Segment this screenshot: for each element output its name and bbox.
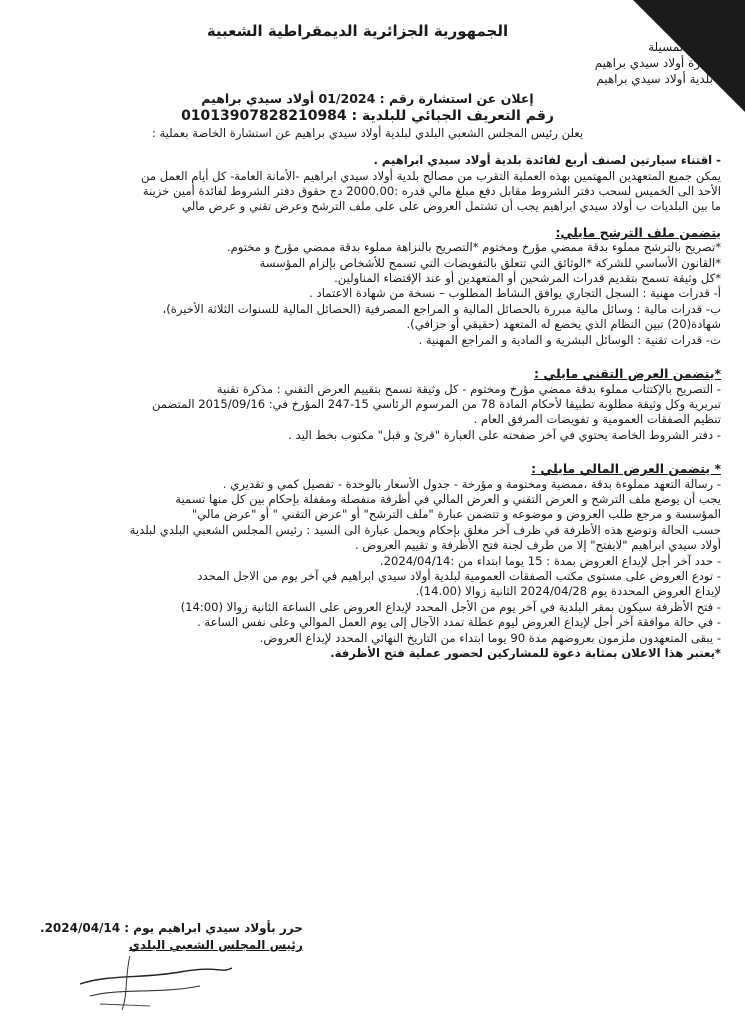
financial-heading: * يتضمن العرض المالي مايلي : <box>531 461 721 477</box>
announcement-number: إعلان عن استشارة رقم : 01/2024 أولاد سيدي براهيم <box>201 91 534 107</box>
candidature-line: *القانون الأساسي للشركة *الوثائق التي تتعلق بالتفويضات التي تسمح للأشخاص بإلزام المؤسسة <box>259 255 721 270</box>
technical-line: - دفتر الشروط الخاصة يحتوي في آخر صفحته على العبارة "قرئ و قبل" مكتوب بخط اليد . <box>288 427 721 442</box>
candidature-line: ب- قدرات مالية : وسائل مالية مبررة بالحصائل المالية و المراجع المصرفية (الحصائل المالية للسنوات الثلاثة الأخيرة)، <box>162 301 721 316</box>
financial-line: - تودع العروض على مستوى مكتب الصفقات العمومية لبلدية أولاد سيدي ابراهيم في آخر يوم من الاجل المحدد <box>197 568 721 583</box>
announcement-intro: يعلن رئيس المجلس الشعبي البلدي لبلدية أولاد سيدي براهيم عن استشارة الخاصة بعملية : <box>151 125 584 140</box>
project-title: - اقتناء سيارتين لصنف أربع لفائدة بلدية أولاد سيدي ابراهيم . <box>373 153 721 168</box>
tax-id: رقم التعريف الجبائي للبلدية : 01013907828210984 <box>181 107 554 124</box>
place-date: حرر بأولاد سيدي ابراهيم يوم : 2024/04/14. <box>40 921 303 935</box>
technical-line: - التصريح بالإكتتاب مملوء بدقة ممضي مؤرخ ومختوم - كل وثيقة تسمح بتقييم العرض التقني : مذكرة تقنية <box>216 381 721 396</box>
invite-line-3: ما بين البلديات ب أولاد سيدي ابراهيم يجب أن تشتمل العروض على على ملف الترشح وعرض تقني و عرض مالي <box>182 199 721 214</box>
financial-line: أولاد سيدي ابراهيم "لايفتح" إلا من طرف لجنة فتح الأظرفة و تقييم العروض . <box>354 538 721 553</box>
invite-line-1: يمكن جميع المتعهدين المهتمين بهذه العملية التقرب من مصالح بلدية أولاد سيدي ابراهيم -الأمانة العامة- كل أيام العمل من <box>141 168 721 183</box>
financial-line: - حدد آخر أجل لإيداع العروض بمدة : 15 يوما ابتداء من :2024/04/14. <box>379 553 721 568</box>
technical-heading: *يتضمن العرض التقني مايلي : <box>533 366 721 382</box>
candidature-line: *تصريح بالترشح مملوء بدقة ممضي مؤرخ ومختوم *التصريح بالنزاهة مملوء بدقة ممضي مؤرخ و مختوم. <box>226 240 721 255</box>
candidature-line: أ- قدرات مهنية : السجل التجاري يوافق النشاط المطلوب – نسخة من شهادة الاعتماد . <box>309 286 721 301</box>
candidature-line: *كل وثيقة تسمح بتقديم قدرات المرشحين أو المتعهدين أو عند الإقتضاء المناولين. <box>334 271 721 286</box>
candidature-line: ت- قدرات تقنية : الوسائل البشرية و المادية و المراجع المهنية . <box>418 332 721 347</box>
financial-line: يجب أن يوضع ملف الترشح و العرض التقني و العرض المالي في أظرفة منفصلة ومقفلة بإحكام بين كل منها تسمية <box>175 491 721 506</box>
technical-line: تبريرية وكل وثيقة مطلوبة تطبيقا لأحكام المادة 78 من المرسوم الرئاسي 15-247 المؤرخ في: 2015/09/16 المتضمن <box>152 396 721 411</box>
financial-line: المؤسسة و مرجع طلب العروض و موضوعه و تتضمن عبارة "ملف الترشح" أو "عرض التقني " أو "عرض مالي" <box>191 507 721 522</box>
invite-line-2: الأحد الى الخميس لسحب دفتر الشروط مقابل دفع مبلغ مالي قدره :2000.00 دج حقوق دفتر الشروط لفائدة أمين خزينة <box>142 184 721 199</box>
financial-line: لإيداع العروض المحددة يوم 2024/04/28 الثانية زوالا (14.00). <box>415 584 721 599</box>
financial-line: - في حالة موافقة آخر أجل لإيداع العروض ليوم عطلة تمدد الآجال إلى يوم العمل الموالي وعلى نفس الساعة . <box>197 615 721 630</box>
candidature-line: شهادة(20) تبين النظام الذي يخضع له المتعهد (حقيقي أو جزافي). <box>406 317 721 332</box>
signer-title: رئيس المجلس الشعبي البلدي <box>128 938 303 952</box>
technical-line: تنظيم الصفقات العمومية و تفويضات المرفق العام . <box>473 412 721 427</box>
candidature-heading: يتضمن ملف الترشح مايلي: <box>555 224 721 240</box>
financial-line: - رسالة التعهد مملوءة بدقة ،ممضية ومختومة و مؤرخة - جدول الأسعار بالوحدة - تفصيل كمي و تقديري . <box>222 476 721 491</box>
daira-line: دائرة أولاد سيدي براهيم <box>594 56 713 71</box>
wilaya-line: ولاية المسيلة <box>648 40 713 55</box>
document-page <box>14 24 721 1004</box>
republic-title: الجمهورية الجزائرية الديمقراطية الشعبية <box>206 22 509 40</box>
financial-line: حسب الحالة وتوضع هذه الأظرفة في ظرف آخر مغلق بإحكام ويحمل عبارة الى السيد : رئيس المجلس الشعبي البلدي لبلدية <box>129 522 721 537</box>
financial-line: - فتح الأظرفة سيكون بمقر البلدية في آخر يوم من الأجل المحدد لإيداع العروض على الساعة الثانية زوالا (14:00) <box>180 599 721 614</box>
handwritten-signature <box>70 944 240 1014</box>
baladiya-line: بلدية أولاد سيدي براهيم <box>596 72 713 87</box>
financial-closing: *يعتبر هذا الاعلان بمثابة دعوة للمشاركين لحضور عملية فتح الأظرفة. <box>330 646 721 660</box>
financial-line: - يبقى المتعهدون ملزمون بعروضهم مدة 90 يوما ابتداء من التاريخ النهائي المحدد لإيداع العروض. <box>259 630 721 645</box>
